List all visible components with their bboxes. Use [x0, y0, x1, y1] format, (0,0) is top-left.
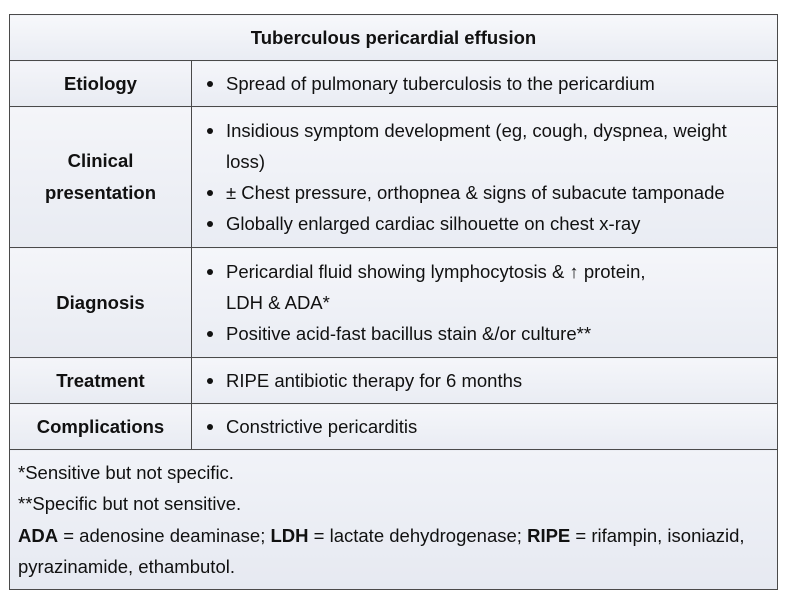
list-item: Globally enlarged cardiac silhouette on chest x-ray [192, 208, 765, 239]
row-diagnosis [10, 248, 778, 358]
row-treatment [10, 358, 778, 404]
row-label-treatment: Treatment [10, 358, 192, 404]
row-content-diagnosis [192, 248, 778, 358]
row-label-complications: Complications [10, 404, 192, 450]
row-label-etiology: Etiology [10, 61, 192, 107]
footnotes [10, 450, 778, 590]
list-item: ± Chest pressure, orthopnea & signs of subacute tamponade [192, 177, 765, 208]
row-content-complications [192, 404, 778, 450]
label-line: presentation [44, 182, 157, 203]
abbr-term: ADA [18, 524, 59, 546]
footnote-sensitive: *Sensitive but not specific. [18, 461, 234, 483]
label-line: Clinical [67, 150, 134, 171]
abbreviations [18, 525, 745, 578]
row-complications [10, 404, 778, 450]
row-clinical-presentation [10, 107, 778, 248]
list-item: Constrictive pericarditis [192, 411, 765, 442]
abbr-definition: = adenosine deaminase; [58, 524, 271, 546]
title-row [10, 15, 778, 61]
footnote-row [10, 450, 778, 590]
list-item: Positive acid-fast bacillus stain &/or culture** [192, 318, 765, 349]
abbr-term: LDH [270, 524, 309, 546]
row-etiology [10, 61, 778, 107]
list-item: Spread of pulmonary tuberculosis to the pericardium [192, 68, 765, 99]
row-content-etiology [192, 61, 778, 107]
row-content-treatment [192, 358, 778, 404]
table-title: Tuberculous pericardial effusion [10, 15, 778, 61]
abbr-definition: = rifampin, isoniazid, pyrazinamide, ethambutol. [18, 524, 745, 577]
list-item: Pericardial fluid showing lymphocytosis & ↑ protein, LDH & ADA* [192, 256, 675, 318]
footnote-specific: **Specific but not sensitive. [18, 493, 242, 514]
list-item: RIPE antibiotic therapy for 6 months [192, 365, 765, 396]
abbr-definition: = lactate dehydrogenase; [308, 524, 528, 546]
row-label-diagnosis: Diagnosis [10, 248, 192, 358]
list-item: Insidious symptom development (eg, cough, dyspnea, weight loss) [192, 115, 765, 177]
tb-pericardial-effusion-table [9, 14, 777, 590]
row-content-clinical-presentation [192, 107, 778, 248]
abbr-term: RIPE [527, 524, 571, 546]
summary-table [9, 14, 778, 590]
row-label-clinical-presentation [10, 107, 192, 248]
